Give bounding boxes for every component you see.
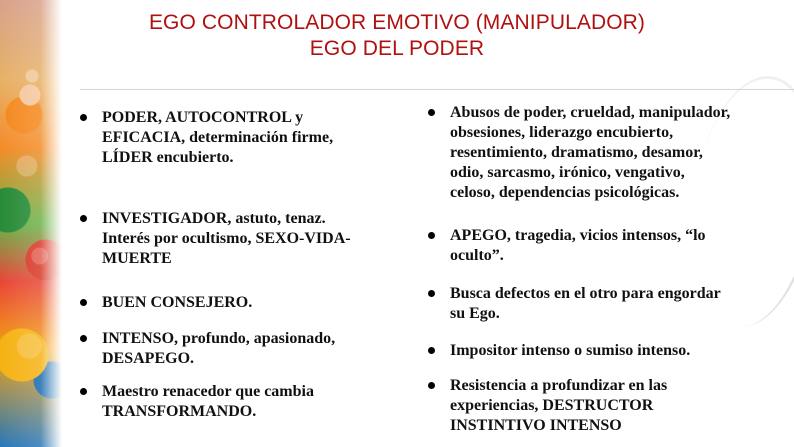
right-bullet-list [428,103,790,447]
left-item-text: INTENSO, profundo, apasionado, DESAPEGO. [102,330,336,367]
right-item-text: Abusos de poder, crueldad, manipulador, obsesiones, liderazgo encubierto, resentimiento, dramatismo, desamor, odio, sarcasmo, irónico, vengativo, celoso, dependencias psicológicas. [450,104,731,201]
page-title [0,10,794,62]
right-list-item-1 [428,103,790,213]
left-list-item-3 [80,293,410,317]
left-item-text: INVESTIGADOR, astuto, tenaz. Interés por ocultismo, SEXO-VIDA- MUERTE [102,210,351,267]
title-divider [80,89,794,90]
title-line-1: EGO CONTROLADOR EMOTIVO (MANIPULADOR) [148,11,646,34]
title-line-2: EGO DEL PODER [309,37,485,60]
bullet-icon [80,215,87,222]
right-item-text: Impositor intenso o sumiso intenso. [450,342,691,359]
right-list-item-2 [428,226,790,276]
bullet-icon [80,388,87,395]
bullet-icon [80,114,87,121]
bullet-icon [428,109,435,116]
right-item-text: Resistencia a profundizar en las experiencias, DESTRUCTOR INSTINTIVO INTENSO [450,377,668,434]
left-bullet-list [80,108,410,438]
right-list-item-5 [428,376,790,446]
left-item-text: PODER, AUTOCONTROL y EFICACIA, determinación firme, LÍDER encubierto. [102,109,334,166]
bullet-icon [428,347,435,354]
bullet-icon [80,299,87,306]
bullet-icon [428,232,435,239]
left-item-text: Maestro renacedor que cambia TRANSFORMANDO. [102,383,314,420]
left-list-item-1 [80,108,410,178]
right-list-item-4 [428,341,790,365]
left-item-text: BUEN CONSEJERO. [102,294,253,311]
decorative-swirls [6,40,58,400]
right-item-text: APEGO, tragedia, vicios intensos, “lo oculto”. [450,227,706,264]
bullet-icon [428,290,435,297]
bullet-icon [80,335,87,342]
left-list-item-2 [80,209,410,279]
left-list-item-4 [80,329,410,379]
right-item-text: Busca defectos en el otro para engordar su Ego. [450,285,721,322]
right-list-item-3 [428,284,790,334]
left-list-item-5 [80,382,410,432]
bullet-icon [428,382,435,389]
decorative-left-art [0,0,62,447]
